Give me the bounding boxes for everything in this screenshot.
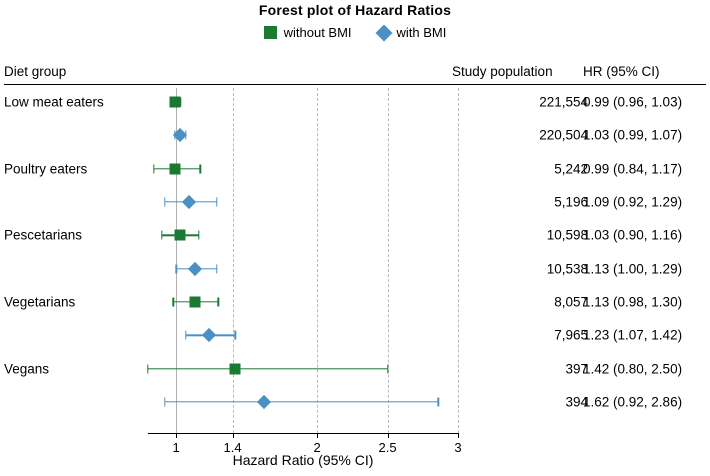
point-marker-square	[230, 363, 241, 374]
point-marker-square	[175, 230, 186, 241]
study-population-value: 5,242	[554, 161, 588, 177]
x-axis-tick-label: 2.5	[378, 440, 397, 455]
x-axis-label: Hazard Ratio (95% CI)	[232, 452, 374, 468]
x-axis-tick-label: 3	[454, 440, 462, 455]
point-marker-square	[169, 97, 180, 108]
chart-legend	[0, 25, 710, 40]
row-label: Vegetarians	[4, 294, 76, 310]
hazard-ratio-value: 1.09 (0.92, 1.29)	[583, 194, 683, 210]
hazard-ratio-value: 1.03 (0.99, 1.07)	[583, 127, 683, 143]
confidence-interval-cap	[161, 231, 162, 240]
gridline	[458, 88, 460, 433]
plot-area	[148, 88, 462, 455]
column-header-hr: HR (95% CI)	[583, 64, 660, 79]
confidence-interval-cap	[173, 298, 174, 307]
study-population-value: 7,965	[554, 327, 588, 343]
confidence-interval-cap	[387, 364, 388, 373]
legend-label-without-bmi: without BMI	[283, 25, 352, 40]
x-axis-tick	[233, 433, 234, 438]
gridline	[233, 88, 235, 433]
confidence-interval-line	[165, 401, 438, 402]
diamond-marker-icon	[375, 24, 392, 41]
legend-entry-without-bmi	[264, 25, 352, 40]
study-population-value: 397	[565, 361, 588, 377]
confidence-interval-cap	[198, 231, 199, 240]
header-divider	[4, 84, 706, 85]
hazard-ratio-value: 1.13 (0.98, 1.30)	[583, 294, 683, 310]
row-label: Poultry eaters	[4, 161, 88, 177]
confidence-interval-cap	[153, 164, 154, 173]
x-axis-tick	[388, 433, 389, 438]
hazard-ratio-value: 1.42 (0.80, 2.50)	[583, 361, 683, 377]
hazard-ratio-value: 0.99 (0.96, 1.03)	[583, 94, 683, 110]
study-population-value: 221,554	[539, 94, 588, 110]
hazard-ratio-value: 1.13 (1.00, 1.29)	[583, 261, 683, 277]
confidence-interval-cap	[216, 264, 217, 273]
x-axis-line	[148, 433, 458, 434]
square-marker-icon	[264, 26, 277, 39]
legend-label-with-bmi: with BMI	[396, 25, 447, 40]
study-population-value: 394	[565, 394, 588, 410]
study-population-value: 220,504	[539, 127, 588, 143]
study-population-value: 5,196	[554, 194, 588, 210]
point-marker-diamond	[256, 395, 270, 409]
hazard-ratio-value: 1.62 (0.92, 2.86)	[583, 394, 683, 410]
study-population-value: 10,538	[546, 261, 588, 277]
point-marker-diamond	[187, 262, 201, 276]
hazard-ratio-value: 0.99 (0.84, 1.17)	[583, 161, 683, 177]
confidence-interval-cap	[175, 264, 176, 273]
point-marker-square	[189, 297, 200, 308]
column-header-diet-group: Diet group	[4, 64, 67, 79]
row-label: Low meat eaters	[4, 94, 104, 110]
x-axis-tick	[176, 433, 177, 438]
confidence-interval-cap	[164, 198, 165, 207]
legend-entry-with-bmi	[378, 25, 447, 40]
study-population-value: 8,057	[554, 294, 588, 310]
hazard-ratio-value: 1.03 (0.90, 1.16)	[583, 227, 683, 243]
chart-title: Forest plot of Hazard Ratios	[258, 2, 452, 18]
x-axis-tick-label: 1	[172, 440, 180, 455]
confidence-interval-cap	[438, 398, 439, 407]
hazard-ratio-value: 1.23 (1.07, 1.42)	[583, 327, 683, 343]
confidence-interval-cap	[147, 364, 148, 373]
confidence-interval-cap	[185, 331, 186, 340]
gridline	[317, 88, 319, 433]
confidence-interval-cap	[164, 398, 165, 407]
x-axis-tick	[458, 433, 459, 438]
confidence-interval-cap	[199, 164, 200, 173]
point-marker-diamond	[202, 328, 216, 342]
x-axis-tick	[317, 433, 318, 438]
point-marker-square	[169, 163, 180, 174]
column-header-study-population: Study population	[452, 64, 553, 79]
x-axis-tick-label: 1.4	[223, 440, 242, 455]
x-axis-tick-label: 2	[313, 440, 321, 455]
point-marker-diamond	[182, 195, 196, 209]
row-label: Vegans	[4, 361, 50, 377]
confidence-interval-cap	[218, 298, 219, 307]
row-label: Pescetarians	[4, 227, 83, 243]
gridline	[388, 88, 390, 433]
confidence-interval-line	[148, 368, 388, 369]
study-population-value: 10,598	[546, 227, 588, 243]
confidence-interval-cap	[216, 198, 217, 207]
confidence-interval-cap	[235, 331, 236, 340]
